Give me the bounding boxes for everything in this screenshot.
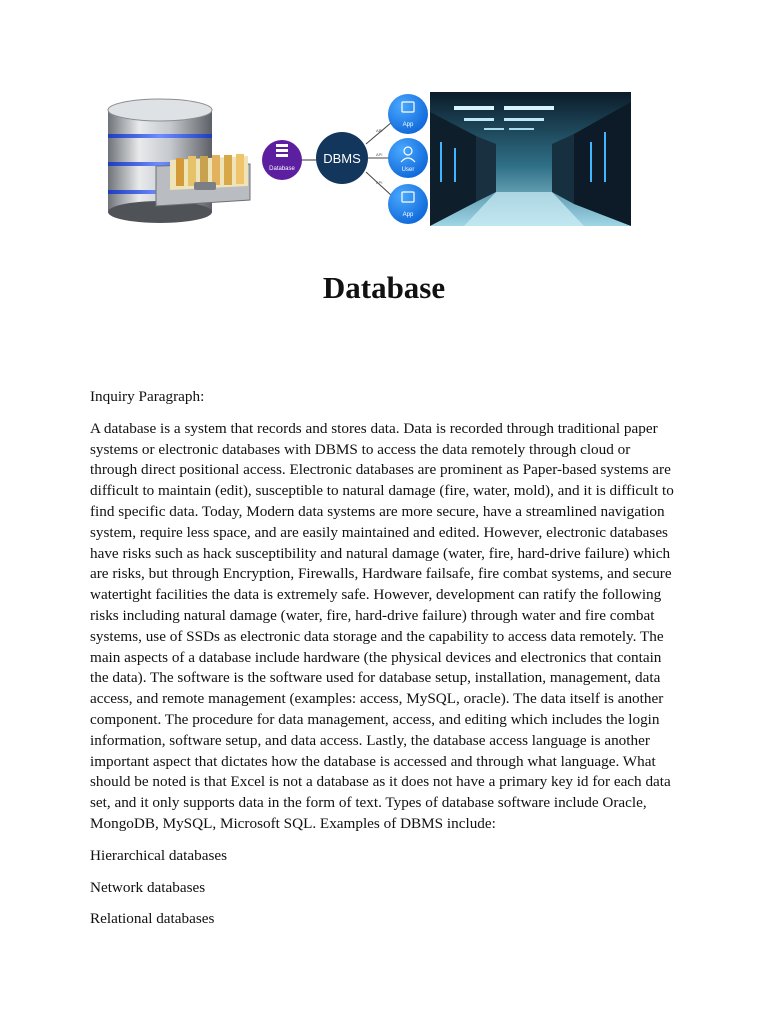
- dbms-node: [316, 132, 368, 184]
- database-node: [262, 140, 302, 180]
- app-node-label: App: [402, 212, 414, 218]
- app-node-label: App: [402, 122, 414, 128]
- list-item: Relational databases: [90, 910, 215, 928]
- header-banner: [104, 92, 632, 228]
- page-title: Database: [322, 270, 446, 305]
- app-node: [388, 94, 428, 134]
- document-body: [90, 387, 680, 941]
- api-label: API: [376, 180, 383, 185]
- body-paragraph: A database is a system that records and stores data. Data is recorded through traditional paper systems or electronic databases with DBMS to access the data remotely through cloud or through direct positional access. Electronic databases are prominent as Paper-based systems are difficult to maintain (edit), susceptible to natural damage (fire, water, mold), and it is difficult to find specific data. Today, Modern data systems are more secure, have a streamlined navigation system, require less space, and are easily maintained and edited. However, electronic databases have risks such as hack susceptibility and natural damage (water, fire, hard-drive failure) which are risks, but through Encryption, Firewalls, Hardware failsafe, fire combat systems, and secure watertight facilities the data is extremely safe. However, development can ratify the following risks including natural damage (water, fire, hard-drive failure) through water and fire combat systems, use of SSDs as electronic data storage and the capability to access data remotely. The main aspects of a database include hardware (the physical devices and electronics that contain the data). The software is the software used for database setup, installation, management, data access, and remote management (examples: access, MySQL, oracle). The data itself is another component. The procedure for data management, access, and editing which includes the login information, software setup, and data access. Lastly, the database access language is another important aspect that dictates how the database is accessed and through what language. What should be noted is that Excel is not a database as it does not have a primary key id for each data set, and it only supports data in the form of text. Types of database software include Oracle, MongoDB, MySQL, Microsoft SQL. Examples of DBMS include:: [90, 419, 674, 832]
- database-illustration: [108, 99, 250, 223]
- list-item: Network databases: [90, 878, 206, 896]
- list-item: Hierarchical databases: [90, 846, 228, 864]
- api-label: API: [376, 128, 383, 133]
- app-node: [388, 184, 428, 224]
- user-node: [388, 138, 428, 178]
- api-label: API: [376, 152, 383, 157]
- user-node-label: User: [401, 167, 415, 173]
- data-center-photo: [430, 92, 631, 226]
- database-node-label: Database: [269, 166, 295, 172]
- dbms-node-label: DBMS: [323, 151, 361, 166]
- section-label: Inquiry Paragraph:: [90, 388, 205, 405]
